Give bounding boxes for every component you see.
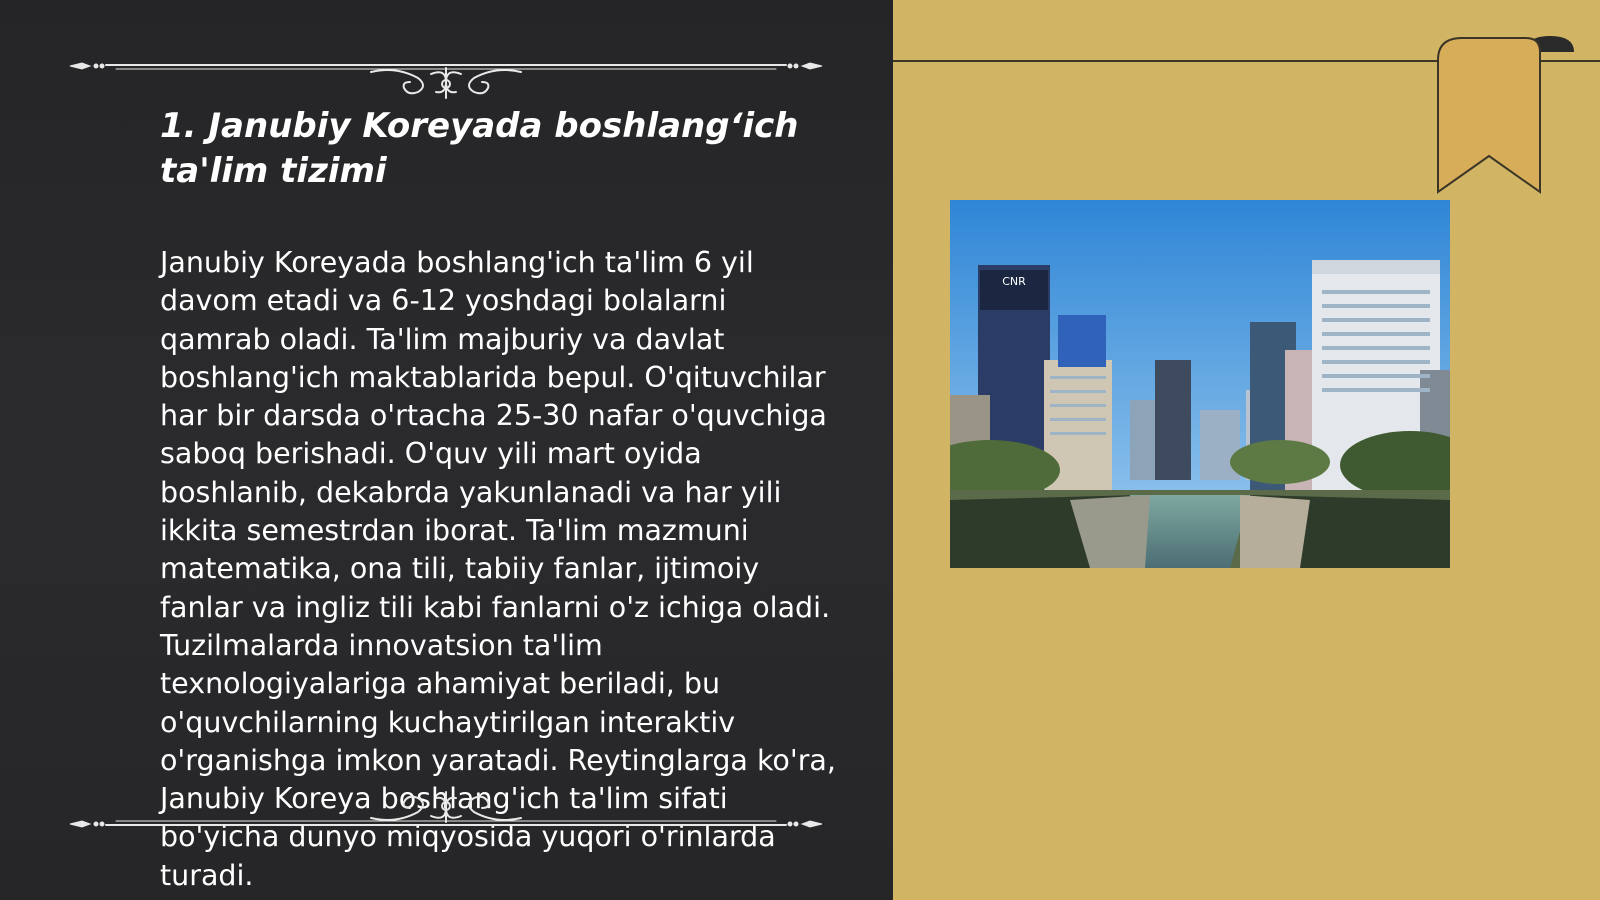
slide-title: 1. Janubiy Koreyada boshlang‘ich ta'lim tizimi <box>160 106 799 191</box>
building-sign: CNR <box>1002 275 1026 288</box>
bottom-ornament-icon <box>66 782 826 842</box>
bookmark-ribbon-icon <box>1430 32 1600 202</box>
city-photo <box>950 200 1450 568</box>
top-ornament-icon <box>66 40 826 100</box>
slide-body-text: Janubiy Koreyada boshlang'ich ta'lim 6 yil davom etadi va 6-12 yoshdagi bolalarni qamrab oladi. Ta'lim majburiy va davlat boshlang'ich maktablarida bepul. O'qituvchilar har bir darsda o'rtacha 25-30 nafar o'quvchiga saboq berishadi. O'quv yili mart oyida boshlanib, dekabrda yakunlanadi va har yili ikkita semestrdan iborat. Ta'lim mazmuni matematika, ona tili, tabiiy fanlar, ijtimoiy fanlar va ingliz tili kabi fanlarni o'z ichiga oladi. Tuzilmalarda innovatsion ta'lim texnologiyalariga ahamiyat beriladi, bu o'quvchilarning kuchaytirilgan interaktiv o'rganishga imkon yaratadi. Reytinglarga ko'ra, Janubiy Koreya boshlang'ich ta'lim sifati bo'yicha dunyo miqyosida yuqori o'rinlarda turadi. <box>160 246 836 892</box>
